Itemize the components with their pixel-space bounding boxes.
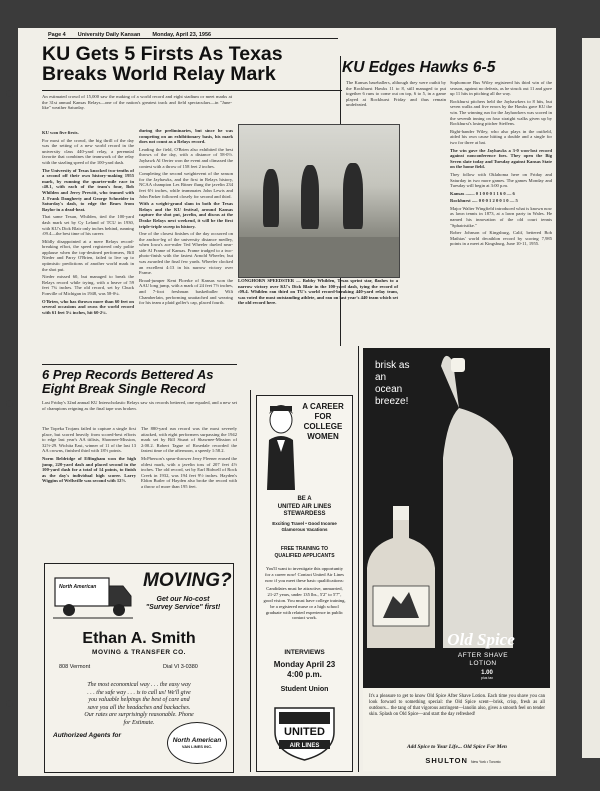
free-training-line: FREE TRAINING TO	[280, 546, 329, 552]
main-article-col1	[42, 130, 134, 362]
career-body-p2: Candidates must be attractive, unmarried, 21-27 years, under 135 lbs., 5'2" to 5'7", good vision. You must have college training, be a registered nurse or a high school graduate with related experience in public contact work.	[263, 586, 346, 621]
box-score-kansas: Kansas ........ 0 1 0 0 0 1 1 6 0 — 6	[450, 190, 515, 196]
company-tagline	[55, 682, 223, 727]
issue-date: Monday, April 23, 1956	[152, 32, 212, 38]
badge-air-lines: AIR LINES	[289, 743, 320, 749]
tagline-line: . . . the safe way . . . is to call us! We'll give	[87, 689, 191, 696]
hawks-headline	[342, 60, 552, 76]
main-headline-line2: Breaks World Relay Mark	[42, 63, 276, 86]
rule	[42, 90, 342, 91]
main-p4: That same Texan, Whilden, tied the 100-yard dash mark set by Cy Leland of TCU in 1930, with KU's Dick Blair only inches behind, running :09.4—the best time of his career.	[42, 214, 134, 237]
career-body	[263, 566, 346, 621]
hawks-col2	[450, 80, 552, 346]
photo-caption-text: LONGHORN SPEEDSTER — Bobby Whilden, Texas sprint star, flashes to a narrow victory over KU's Dick Blair in the 100-yard dash, tying the record of :09.4. Whilden ran third on TU's world record-breaking 440-yard relay team, was voted the most outstanding athlete, and ran on last year's 440 team which set the old record here.	[238, 278, 398, 306]
slogan-line: brisk as	[375, 360, 410, 371]
prep-col2	[141, 426, 237, 558]
moving-subhead	[137, 596, 229, 612]
main-headline-line1: KU Gets 5 Firsts As Texas	[42, 43, 283, 65]
old-spice-brand: Old Spice	[447, 630, 515, 649]
prep-lead	[42, 400, 237, 424]
hawks-p7: Major Walter Wingfield introduced what is known now as lawn tennis in 1873, at a lawn party in Wales. He named his innovation of the old court tennis "Sphairistike."	[450, 205, 552, 228]
tagline-line: The most economical way . . . the easy way	[87, 682, 191, 688]
prep-p3: Norm Beldridge of Effingham won the high jump, 220-yard dash and placed second in the 100-yard dash for a total of 14 points, to finish as the day's individual high scorer. Larry Wiggins of Wellsville was second with 12½.	[42, 455, 136, 484]
career-headline	[297, 402, 349, 442]
shulton-name: SHULTON	[425, 756, 468, 765]
runner-figure	[263, 169, 279, 227]
airline-career-ad	[256, 395, 353, 772]
track-surface	[239, 237, 399, 277]
old-spice-ad	[363, 348, 550, 771]
interview-location: Student Union	[280, 686, 329, 693]
old-spice-dark-panel	[363, 348, 550, 688]
moving-truck-icon	[53, 568, 133, 622]
main-p11: With a weight-grand slam in both the Texas Relays and the KU festival, around Kansas capture the shot put, javelin, and discus at the Drake Relays next weekend, it will be the first triple-triple sweep in history.	[139, 201, 233, 229]
authorized-agents-label: Authorized Agents for	[53, 732, 122, 739]
hawks-p4: Right-hander Wiley, who also plays in the outfield, aided his own cause hitting a double and a single for two for three at bat.	[450, 128, 552, 145]
main-p3: The University of Texas knocked two-tenths of a second off their own history-making 1955 mark, by running the quarter-mile race in :40.1, with each of the team's four, Bob Whilden and Jerry Prewitt, who teamed with J. Frank Daugherty and George Schneider in Saturday's dash, to edge the Bears from Baylor in a dead-heat.	[42, 167, 134, 212]
van-lines-logo-name: North American	[172, 737, 222, 744]
binder-hole	[6, 700, 13, 707]
main-article-col2	[139, 94, 233, 362]
stewardess-callout	[257, 496, 352, 519]
badge-united: UNITED	[284, 726, 325, 738]
hawks-p2: Sophomore Bus Wiley registered his third win of the season, against no defeats, as he struck out 11 and gave up 11 hits in pitching all the way.	[450, 80, 552, 97]
main-p1: KU won five firsts.	[42, 130, 79, 135]
tagline-line: you valuable helpings the best of care and	[88, 697, 190, 703]
truck-label: North American	[59, 584, 97, 590]
career-headline-line: WOMEN	[307, 432, 339, 441]
career-benefits-line: Glamorous Vacations	[281, 527, 328, 532]
paper-name: University Daily Kansan	[77, 32, 141, 38]
after-shave-line: AFTER SHAVE	[457, 652, 509, 659]
company-name: Ethan A. Smith	[82, 630, 196, 647]
moving-company-ad	[44, 563, 234, 773]
lotion-line: LOTION	[469, 660, 497, 667]
stewardess-callout-line: UNITED AIR LINES	[277, 503, 332, 510]
hawks-p3: Rockhurst pitchers held the Jayhawkers to 8 hits, but seven walks and five errors by the Hawks gave KU the win. The winning run for the Jayhawkers was scored in the seventh inning on four straight walks given up by Rockhurst's losing pitcher Steffens.	[450, 98, 552, 127]
interview-date: Monday April 23	[273, 660, 336, 669]
old-spice-price	[467, 670, 507, 680]
company-phone: Dial VI 3-0380	[163, 664, 198, 670]
prep-headline	[42, 368, 252, 395]
career-body-p1: You'll want to investigate this opportunity for a career now! Contact United Air Lines now if you meet these basic qualifications:	[265, 566, 344, 583]
runner-figure	[301, 165, 319, 229]
van-lines-logo	[167, 722, 227, 764]
united-air-lines-shield-icon	[271, 702, 338, 762]
tagline-line: for Estimate.	[123, 719, 155, 726]
binder-hole	[6, 90, 13, 97]
career-headline-line: COLLEGE	[303, 422, 343, 431]
prep-headline-line2: Eight Break Single Record	[42, 380, 206, 396]
hawks-headline-text: KU Edges Hawks 6-5	[342, 59, 496, 76]
page-number: Page 4	[48, 32, 66, 38]
free-training	[257, 546, 352, 559]
main-p9: Leading the field, O'Brien also exhibited the best throws of the day, with a distance of 58-0½. Jayhawk Al Oerter won the event and climaxed the contest with a throw of 158 feet 2 inches.	[139, 146, 233, 169]
tagline-line: save you all the headaches and backaches.	[87, 704, 191, 711]
moving-subhead-line1: Get our No-cost	[156, 596, 210, 603]
binder-hole	[6, 400, 13, 407]
prep-p2: The Topeka Trojans failed to capture a single first place, but scored heavily from scored-best efforts to edge last year's AA titlists, Shawnee-Mission, 32½-29. Wichita East, winner of 11 of the last 13 AA crowns, finished third with 18½ points.	[42, 426, 136, 454]
main-p10: Completing the second weightevent of the season for the Jayhawks, and the first in Relays history, NCAA champion Les Bitner flung the javelin 234 feet 6½ inches, while teammates John Lewis and John Parker followed closely for second and third.	[139, 171, 233, 199]
shulton-location: New York • Toronto	[471, 760, 501, 764]
price-value: 1.00	[481, 670, 493, 676]
photo-caption	[238, 278, 398, 306]
adjacent-page-edge	[582, 38, 600, 758]
main-p13: Broad-jumper Kent Floerke of Kansas won the AAU long jump, with a mark of 24 feet 7½ inches, and 7-foot freshman basketballer Wilt Chamberlain, performing unattached and wearing for his team a plaid golfer's cap, placed fourth.	[139, 277, 233, 306]
moving-headline: MOVING?	[143, 570, 232, 591]
main-p2: For most of the crowd, the big thrill of the day was the setting of a new world record in the university class 440-yard relay, a perennial favorite that combines the teamwork of the relay with the sizzling speed of the 100-yard dash.	[42, 137, 134, 165]
rule	[42, 364, 237, 365]
price-note: plus tax	[480, 676, 494, 680]
stewardess-callout-line: BE A	[297, 496, 312, 502]
career-benefits	[257, 521, 352, 533]
prep-col1	[42, 426, 136, 558]
main-p7: O'Brien, who has thrown more than 60 feet on several occasions and owns the world record with 61 feet 5¼ inches, hit 60-2¼.	[42, 298, 134, 315]
main-p5: Mildly disappointed at a mere Relays record-breaking effort, the speed registered only polite applause when the top-destined performers, Bill Nieder and Parry O'Brien, failed to live up to optimistic predictions of another world mark in the shot put.	[42, 238, 134, 272]
main-p8: during the preliminaries, but since he was competing on an exhibitionary basis, his mark does not count as a Relays record.	[139, 128, 233, 145]
interview-time: 4:00 p.m.	[287, 670, 322, 679]
column-rule	[250, 390, 251, 772]
stewardess-callout-line: STEWARDESS	[283, 511, 326, 517]
free-training-line: QUALIFIED APPLICANTS	[274, 552, 335, 559]
main-p12: One of the closest finishes of the day occurred on the anchor-leg of the university distance medley, when Iowa's ace-miler Ted Wheeler dueled near-side Al Frame of Kansas. Frame trudged to a two-photo-finish with the fastest Arnold Wheeler, but was awarded the final few yards. Wheeler clocked an excellent 4:13 in his narrow victory over Frame.	[139, 231, 233, 276]
old-spice-tagline: Add Spice to Your Life... Old Spice For Men	[407, 744, 507, 750]
hawks-p6: They follow with Oklahoma here on Friday and Saturday in two more games. The games Monday and Tuesday will begin at 3:00 p.m.	[450, 171, 552, 189]
main-headline	[42, 44, 342, 85]
van-lines-logo-sub: VAN LINES INC.	[181, 744, 213, 749]
moving-subhead-line2: "Survey Service" first!	[145, 604, 221, 611]
interview-datetime	[257, 660, 352, 680]
old-spice-copy: It's a pleasure to get to know Old Spice After Shave Lotion. Each time you shave you can look forward to something special: the Old Spice scent—brisk, crisp, fresh as all outdoors... the tang of that vigorous astringent—lanolin also, gives a smooth feel on tender skin. Splash on Old Spice—and start the day refreshed!	[369, 694, 545, 717]
slogan-line: an	[375, 372, 387, 383]
main-p6: Nieder missed 60, but managed to break the Relays record while trying, with a heave of 59 feet 7¾ inches. The old record, set by Chuck Fonville of Michigan in 1948, was 58-0¼.	[42, 274, 134, 297]
column-rule	[358, 346, 359, 772]
hawks-p1: The Kansas baseballers, although they were outhit by the Rockhurst Hawks 11 to 8, still managed to put together 6 runs to come out on top, 6 to 5, in a game played at Rockhurst Friday and thus remain undefeated.	[346, 80, 446, 108]
slogan-line: ocean	[375, 384, 403, 395]
company-address: 808 Vermont	[59, 664, 91, 670]
career-benefits-line: Exciting Travel • Good Income	[272, 521, 337, 526]
slogan-line: breeze!	[375, 396, 409, 407]
newspaper-page	[18, 28, 556, 776]
hawks-p5: The win gave the Jayhawks a 3-0 won-lost record against nonconference foes. They open the Big Seven slate today and Tuesday against Kansas State on the home field.	[450, 147, 552, 170]
page-header	[48, 32, 338, 39]
career-headline-line: A CAREER	[302, 402, 344, 411]
prep-p1: Last Friday's 32nd annual KU Interscholastic Relays saw six records bettered, one equaled, and a new set of champions reigning as the final tape was broken.	[42, 400, 237, 411]
company-type: MOVING & TRANSFER CO.	[92, 649, 186, 656]
mid-right-p1: The 880-yard run record was the most severely attacked, with eight performers surpassing the 1942 mark set by Bill Stuart of Shawnee-Mission of 2:00.2. Robert Tague of Rosedale recorded the fastest time of the afternoon, a speedy 1:58.2.	[141, 426, 237, 454]
after-shave-lotion-label	[433, 652, 533, 668]
prep-headline-line1: 6 Prep Records Bettered As	[42, 367, 214, 382]
stewardess-illustration-icon	[261, 400, 301, 490]
box-score-rockhurst: Rockhurst ..... 0 0 0 1 2 0 0 1 0 — 5	[450, 198, 518, 204]
hawks-p8: Rober Johnson of Kingsburg, Calif, bettered Bob Mathias' world decathlon record by scoring 7,985 points in a meet at Kingsburg, June 10-11, 1955.	[450, 230, 552, 247]
career-headline-line: FOR	[314, 412, 332, 421]
interviews-label: INTERVIEWS	[284, 649, 325, 656]
hawks-col1	[346, 80, 446, 212]
mid-right-p2: McPherson's spear-thrower Jerry Fleener erased the oldest mark, with a javelin toss of 207 feet 4½ inches. The old record, set by Earl Bidwell of Rock Creek in 1932, was 194 feet 9½ inches. Hayden's Eldon Butler of Hayden also broke the record with a throw of more than 195 feet.	[141, 455, 237, 489]
shulton-signature	[403, 756, 523, 765]
main-lead-text: An estimated crowd of 15,000 saw the making of a world record and eight stadium or meet marks at the 31st annual Kansas Relays—one of the nation's greatest track and field spectaculars—in "June-like" weather Saturday.	[42, 94, 232, 111]
tagline-line: Our rates are surprisingly reasonable. Phone	[84, 712, 194, 718]
